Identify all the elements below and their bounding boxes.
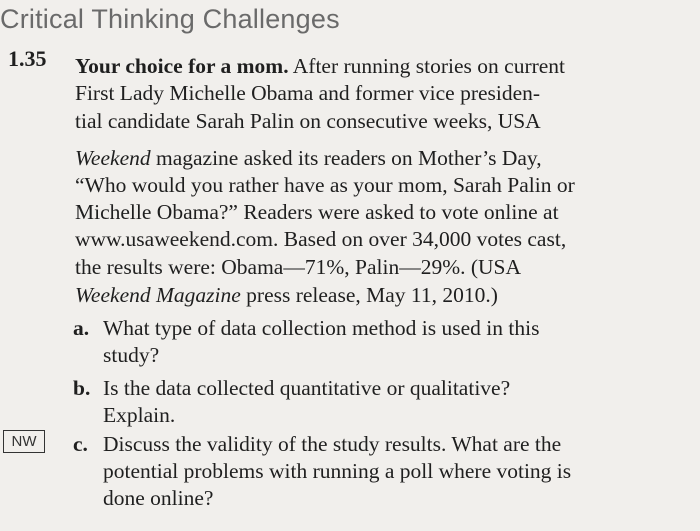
question-a-label: a.	[73, 316, 90, 340]
section-title: Critical Thinking Challenges	[0, 4, 340, 34]
question-c-line-1: Discuss the validity of the study results. What are the	[103, 432, 562, 456]
problem-line-9-rest: press release, May 11, 2010.)	[240, 283, 498, 307]
question-a-line-2: study?	[103, 343, 160, 367]
question-b-line-2: Explain.	[103, 403, 176, 427]
problem-line-4	[75, 148, 542, 170]
problem-line-1	[75, 56, 565, 78]
question-c-label: c.	[73, 432, 88, 456]
nw-badge: NW	[3, 430, 45, 453]
problem-line-4-rest: magazine asked its readers on Mother’s Day,	[150, 146, 542, 170]
problem-line-1-rest: After running stories on current	[288, 54, 566, 78]
problem-line-6: Michelle Obama?” Readers were asked to vote online at	[75, 200, 559, 224]
question-c-line-3: done online?	[103, 486, 214, 510]
problem-line-5: “Who would you rather have as your mom, Sarah Palin or	[75, 173, 575, 197]
problem-line-9	[75, 285, 498, 307]
problem-line-2: First Lady Michelle Obama and former vice presiden-	[75, 81, 541, 105]
problem-line-7: www.usaweekend.com. Based on over 34,000 votes cast,	[75, 227, 567, 251]
question-b-label: b.	[73, 376, 91, 400]
question-c-line-2: potential problems with running a poll where voting is	[103, 459, 572, 483]
problem-line-3: tial candidate Sarah Palin on consecutive weeks, USA	[75, 109, 541, 133]
problem-line-8: the results were: Obama—71%, Palin—29%. (USA	[75, 255, 522, 279]
source-italic: Weekend Magazine	[75, 283, 241, 307]
magazine-name-italic: Weekend	[75, 146, 151, 170]
problem-lead: Your choice for a mom.	[75, 54, 289, 78]
question-b-line-1: Is the data collected quantitative or qualitative?	[103, 376, 511, 400]
question-a-line-1: What type of data collection method is used in this	[103, 316, 540, 340]
problem-number: 1.35	[8, 46, 47, 71]
